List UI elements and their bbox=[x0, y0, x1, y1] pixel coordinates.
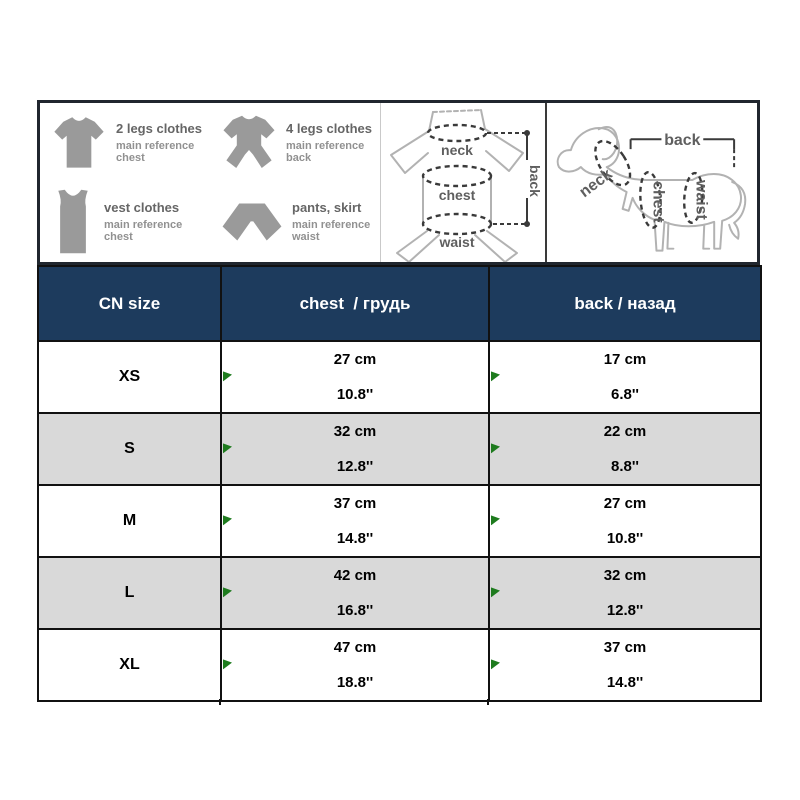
chest-in: 18.8'' bbox=[336, 674, 374, 691]
clothing-type-pants bbox=[210, 183, 380, 263]
size-table bbox=[37, 265, 762, 702]
back-value-cell bbox=[489, 629, 761, 701]
chest-in: 16.8'' bbox=[336, 602, 374, 619]
back-in: 6.8'' bbox=[611, 386, 639, 403]
size-label: XL bbox=[38, 629, 221, 701]
four-legs-suit-icon bbox=[220, 113, 278, 173]
chest-value-cell bbox=[221, 341, 489, 413]
size-label: XS bbox=[38, 341, 221, 413]
chest-value-cell bbox=[221, 629, 489, 701]
garment-back-label: back bbox=[527, 165, 543, 197]
chest-cm: 42 cm bbox=[333, 567, 377, 584]
size-label: M bbox=[38, 485, 221, 557]
garment-waist-label: waist bbox=[439, 234, 475, 250]
garment-chest-label: chest bbox=[438, 187, 476, 203]
back-cm: 37 cm bbox=[603, 639, 647, 656]
measurement-guide-panel bbox=[37, 100, 760, 265]
table-row-xs bbox=[38, 341, 761, 413]
back-in: 8.8'' bbox=[611, 458, 639, 475]
clothing-type-subtitle: main reference back bbox=[286, 139, 365, 164]
chest-value-cell bbox=[221, 485, 489, 557]
back-value-cell bbox=[489, 557, 761, 629]
chest-cm: 27 cm bbox=[333, 351, 377, 368]
back-cm: 27 cm bbox=[603, 495, 647, 512]
column-header-cn-size: CN size bbox=[38, 266, 221, 341]
clothing-type-subtitle: main reference waist bbox=[292, 219, 371, 244]
back-cm: 32 cm bbox=[603, 567, 647, 584]
back-cm: 17 cm bbox=[603, 351, 647, 368]
chest-cm: 47 cm bbox=[333, 639, 377, 656]
clothing-type-subtitle: main reference chest bbox=[104, 219, 183, 244]
column-header-back: back / назад bbox=[489, 266, 761, 341]
back-in: 12.8'' bbox=[606, 602, 644, 619]
dog-diagram-drawing bbox=[547, 103, 757, 262]
table-grid-stub bbox=[487, 699, 489, 705]
back-value-cell bbox=[489, 341, 761, 413]
pants-icon bbox=[220, 200, 284, 244]
chest-value-cell bbox=[221, 557, 489, 629]
dog-waist-label: waist bbox=[692, 180, 710, 220]
tshirt-icon bbox=[50, 115, 108, 171]
chest-in: 12.8'' bbox=[336, 458, 374, 475]
clothing-type-title: vest clothes bbox=[104, 200, 180, 216]
table-row-xl bbox=[38, 629, 761, 701]
back-value-cell bbox=[489, 413, 761, 485]
table-grid-stub bbox=[219, 699, 221, 705]
vest-icon bbox=[50, 189, 96, 255]
garment-neck-label: neck bbox=[441, 142, 473, 158]
chest-cm: 32 cm bbox=[333, 423, 377, 440]
garment-diagram-drawing bbox=[381, 103, 545, 262]
dog-chest-label: chest bbox=[649, 181, 667, 223]
clothing-type-2legs bbox=[40, 103, 210, 183]
table-header-row bbox=[38, 266, 761, 341]
table-row-m bbox=[38, 485, 761, 557]
dog-measurement-diagram bbox=[545, 103, 757, 262]
back-cm: 22 cm bbox=[603, 423, 647, 440]
dog-neck-label: neck bbox=[576, 165, 616, 202]
chest-cm: 37 cm bbox=[333, 495, 377, 512]
size-label: L bbox=[38, 557, 221, 629]
chest-in: 14.8'' bbox=[336, 530, 374, 547]
back-in: 10.8'' bbox=[606, 530, 644, 547]
table-row-l bbox=[38, 557, 761, 629]
column-header-chest: chest / грудь bbox=[221, 266, 489, 341]
clothing-type-4legs bbox=[210, 103, 380, 183]
clothing-type-title: 2 legs clothes bbox=[116, 120, 202, 136]
clothing-type-subtitle: main reference chest bbox=[116, 139, 195, 164]
table-row-s bbox=[38, 413, 761, 485]
garment-measurement-diagram bbox=[381, 103, 545, 262]
clothing-types-legend bbox=[40, 103, 381, 262]
dog-back-label: back bbox=[664, 132, 701, 150]
clothing-type-title: 4 legs clothes bbox=[286, 120, 372, 136]
clothing-type-vest bbox=[40, 183, 210, 263]
back-value-cell bbox=[489, 485, 761, 557]
chest-value-cell bbox=[221, 413, 489, 485]
chest-in: 10.8'' bbox=[336, 386, 374, 403]
back-in: 14.8'' bbox=[606, 674, 644, 691]
clothing-type-title: pants, skirt bbox=[292, 200, 362, 216]
size-label: S bbox=[38, 413, 221, 485]
